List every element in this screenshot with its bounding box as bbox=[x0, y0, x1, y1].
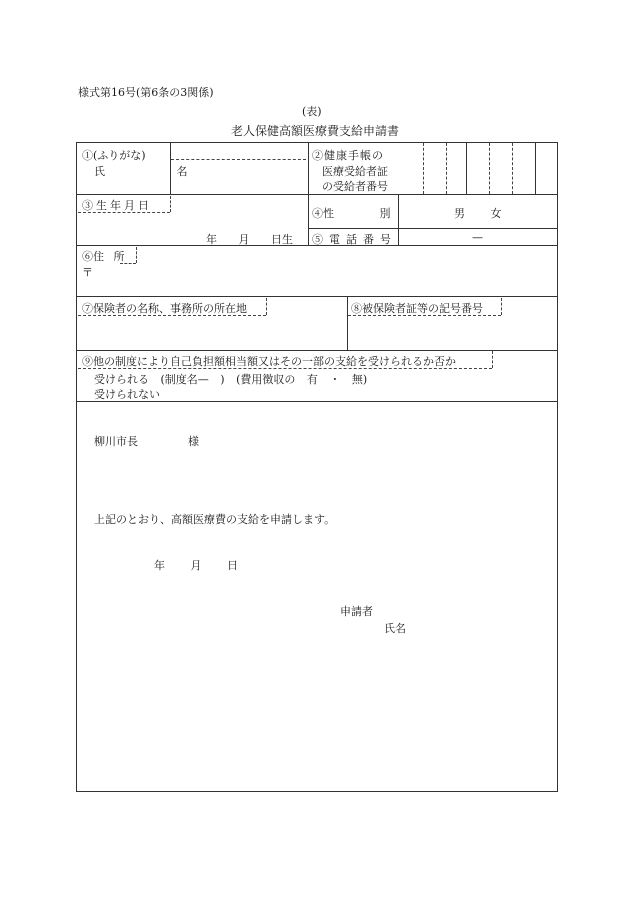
honorific: 様 bbox=[188, 435, 199, 448]
birthdate-label-box bbox=[170, 196, 171, 212]
sex-label: ④性 別 bbox=[312, 207, 391, 220]
name-label bbox=[94, 163, 222, 179]
row-divider bbox=[77, 350, 557, 351]
birthdate-label-box bbox=[78, 212, 170, 213]
form-title: 老人保健高額医療費支給申請書 bbox=[231, 124, 400, 138]
number-box-divider bbox=[466, 143, 467, 195]
birthdate-format: 年 月 日生 bbox=[206, 233, 293, 246]
address-label-box bbox=[136, 247, 137, 263]
number-box-divider bbox=[446, 143, 447, 194]
column-divider bbox=[535, 143, 536, 195]
address-label-box bbox=[120, 263, 136, 264]
form-number: 様式第16号(第6条の3関係) bbox=[78, 86, 214, 99]
column-divider bbox=[398, 195, 399, 246]
furigana-label: ①(ふりがな) bbox=[82, 149, 146, 162]
birthdate-label: ③生年月日 bbox=[82, 199, 152, 212]
insured-card-label: ⑧被保険者証等の記号番号 bbox=[351, 302, 483, 315]
health-book-label-2: 医療受給者証 bbox=[322, 165, 388, 178]
row-divider bbox=[308, 228, 557, 229]
insurer-label: ⑦保険者の名称、事務所の所在地 bbox=[82, 302, 247, 315]
side-label: (表) bbox=[302, 105, 322, 118]
receivable-line: 受けられる (制度名— ) (費用徴収の 有 ・ 無) bbox=[94, 373, 368, 386]
health-book-label-1: ②健康手帳の bbox=[312, 149, 384, 162]
phone-label: ⑤電話番号 bbox=[312, 233, 397, 246]
column-divider bbox=[347, 297, 348, 351]
row-divider bbox=[77, 194, 557, 195]
applicant-label: 申請者 bbox=[340, 605, 373, 618]
insured-card-label-box bbox=[501, 298, 502, 315]
phone-separator: — bbox=[472, 231, 483, 244]
address-label: ⑥住 所 bbox=[82, 250, 125, 263]
other-system-label-box bbox=[492, 351, 493, 368]
application-statement: 上記のとおり、高額医療費の支給を申請します。 bbox=[94, 513, 336, 526]
not-receivable-line: 受けられない bbox=[94, 388, 160, 401]
number-box-divider bbox=[489, 143, 490, 194]
insurer-label-box bbox=[266, 298, 267, 315]
row-divider bbox=[77, 296, 557, 297]
postal-mark: 〒 bbox=[82, 266, 93, 279]
health-book-label-3: の受給者番号 bbox=[322, 180, 388, 193]
insured-card-label-box bbox=[348, 315, 501, 316]
number-box-divider bbox=[423, 143, 424, 194]
addressee: 柳川市長 bbox=[94, 435, 138, 448]
applicant-name-label: 氏名 bbox=[384, 622, 406, 635]
number-box-divider bbox=[512, 143, 513, 194]
application-date: 年 月 日 bbox=[154, 559, 238, 572]
insurer-label-box bbox=[78, 315, 266, 316]
name-label-text: 氏 名 bbox=[94, 165, 222, 178]
column-divider bbox=[308, 143, 309, 246]
other-system-label: ⑨他の制度により自己負担額相当額又はその一部の支給を受けられるか否か bbox=[82, 355, 456, 368]
other-system-label-box bbox=[78, 368, 492, 369]
sex-options: 男 女 bbox=[454, 207, 502, 220]
furigana-divider bbox=[171, 159, 306, 160]
